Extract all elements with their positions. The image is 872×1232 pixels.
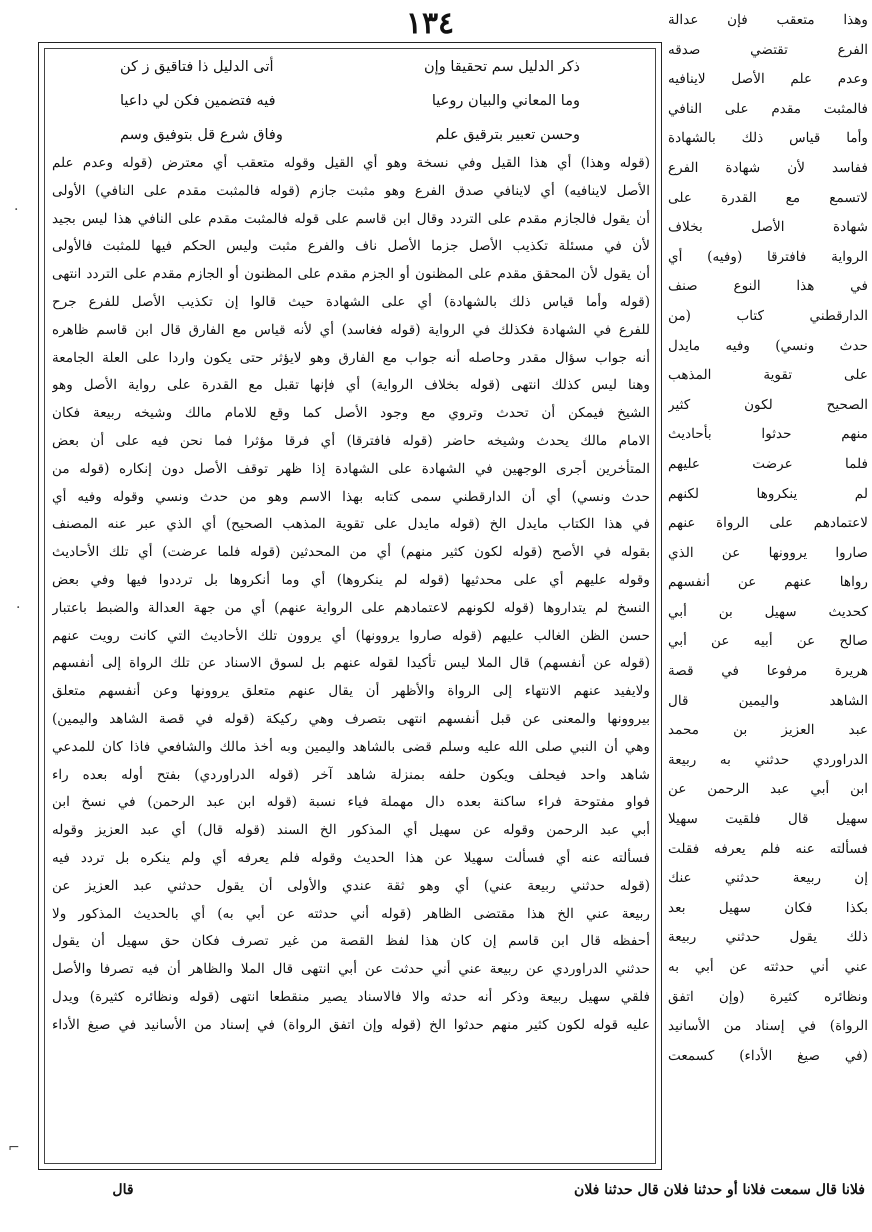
margin-line: منهم حدثوا بأحاديث [668,426,868,443]
commentary-line: في هذا الكتاب مايدل الخ (قوله مايدل على تقوية المذهب الصحيح) أي الذي عبر عنه المصنف [52,516,650,533]
commentary-line: النسخ لم يتداروها (قوله لكونهم لاعتمادهم على الرواية عنهم) أي من جهة العدالة والضبط باعتبار [52,599,650,616]
margin-line: وأما قياس ذلك بالشهادة [668,130,868,147]
commentary-line: حدث ونسي) أي أن الدارقطني سمى كتابه بهذا الاسم وهو من حدث ونسي وقوله وفيه أي [52,488,650,505]
margin-line: فالمثبت مقدم على النافي [668,100,868,117]
commentary-line: أن يقول فالجازم مقدم على التردد وقال ابن قاسم على قوله فالمثبت مقدم على النافي هذا ليس بجيد [52,210,650,227]
margin-line: بكذا فكان سهيل بعد [668,899,868,916]
commentary-line: المتأخرين أجرى الوجهين في الشهادة على الشهادة إذا ظهر توقف الأصل دون إنكاره (قوله من [52,460,650,477]
margin-line: ابن أبي عبد الرحمن عن [668,781,868,798]
margin-line: شهادة الأصل بخلاف [668,219,868,236]
poem-hemistich-left: وفاق شرع قل بتوفيق وسم [120,127,283,143]
commentary-line: أبي عبد الرحمن وقوله عن سهيل أي المذكور الخ السند (قوله قال) أي عبد العزيز وقوله [52,822,650,839]
commentary-line: الامام مالك يحدث وشيخه حاضر (قوله فافترقا) أي فرقا مؤثرا فما نحن فيه على أن بعض [52,432,650,449]
margin-line: الرواية فافترقا (وفيه) أي [668,248,868,265]
margin-line: ونظائره كثيرة (وإن اتفق [668,988,868,1005]
commentary-line: عليه قوله لكون كثير منهم حدثوا الخ (قوله وإن اتفق الرواة) في إسناد من الأسانيد في صيغ الأداء [52,1016,650,1033]
margin-line: الدراوردي حدثني به ربيعة [668,751,868,768]
poem-hemistich-left: أتى الدليل ذا فتاقيق ز كن [120,59,274,75]
margin-line: وعدم علم الأصل لاينافيه [668,71,868,88]
poem-hemistich-left: فيه فتضمين فكن لي داعيا [120,93,276,109]
margin-line: فسألته عنه فلم يعرفه فقلت [668,840,868,857]
commentary-line: لأن في مسئلة تكذيب الأصل جزما الأصل ناف والفرع مثبت وليس الحكم فيها للمثبت فالأولى [52,238,650,255]
margin-line: عني أني حدثته عن أبي به [668,959,868,975]
margin-line: سهيل قال فلقيت سهيلا [668,811,868,828]
catchword: قال [112,1182,134,1198]
margin-line: (في صيغ الأداء) كسمعت [668,1047,868,1064]
commentary-line: (قوله وأما قياس ذلك بالشهادة) أي على الشهادة حيث قالوا إن تكذيب الأصل للفرع جرح [52,293,650,310]
commentary-line: حسن الظن الغالب عليهم (قوله صاروا يروونها) أي يروون تلك الأحاديث التي كانت رويت عنهم [52,627,650,644]
commentary-line: الشيخ فيمكن أن تحدث وتروي مع وجود الأصل كما وقع للامام مالك وشيخه ربيعة فكان [52,405,650,422]
margin-line: رواها عنهم عن أنفسهم [668,574,868,591]
commentary-line: بقوله في الأصح (قوله لكون كثير منهم) أي من المحدثين (قوله فلما عرضت) أي تلك الأحاديث [52,544,650,561]
margin-line: صالح عن أبيه عن أبي [668,633,868,650]
commentary-line: وهي أن النبي صلى الله عليه وسلم قضى بالشاهد واليمين وبه أخذ مالك والشافعي فاذا كان للمدعي [52,738,650,755]
poem-hemistich-right: ذكر الدليل سم تحقيقا وإن [424,59,580,75]
margin-line: هريرة مرفوعا في قصة [668,663,868,680]
poem-verse [60,118,650,152]
margin-line: على تقوية المذهب [668,367,868,384]
page-number: ١٣٤ [405,6,455,41]
commentary-line: وهنا ليس كذلك انتهى (قوله بخلاف الرواية) أي فإنها تقبل مع القدرة على رواية الأصل وهو [52,377,650,394]
poem-hemistich-right: وما المعاني والبيان روعيا [431,93,580,109]
margin-line: صاروا يروونها عن الذي [668,544,868,561]
commentary-line: أحفظه قال ابن قاسم إن كان هذا لفظ القصة من غير تصرف فكان حق سهيل أن يقول [52,933,650,950]
commentary-line: (قوله حدثني ربيعة عني) أي وهو ثقة عندي والأولى أن يقول حدثني عبد العزيز عن [52,877,650,894]
margin-line: وهذا متعقب فإن عدالة [668,12,868,28]
commentary-line: فلقي سهيل ربيعة وذكر أنه حدثه والا فالاسناد يصير منقطعا انتهى (قوله ونظائره كثيرة) ويدل [52,988,650,1005]
commentary-line: للفرع في الشهادة فكذلك في الرواية (قوله فغاسد) أي لأنه قياس مع الفارق قال ابن قاسم ظاهره [52,321,650,338]
footer-line: فلانا قال سمعت فلانا أو حدثنا فلان قال حدثنا فلان [574,1182,865,1198]
margin-line: إن ربيعة حدثني عنك [668,870,868,887]
margin-line: لاعتمادهم على الرواة عنهم [668,515,868,532]
commentary-line: بيروونها والمعنى عن قبل أنفسهم انتهى بتصرف وهي ركيكة (قوله في قصة الشاهد واليمين) [52,710,650,727]
commentary-line: ربيعة عني الخ هذا مقتضى الظاهر (قوله أني حدثته عن أبي به) أي بالحديث المذكور ولا [52,905,650,922]
commentary-line: أنه جواب سؤال مقدر وحاصله أنه جواب مع الفارق وهو لايؤثر حتى يكون واردا على العلة الجامعة [52,349,650,366]
poem-block [60,50,650,152]
commentary-line: ولايفيد عنهم الانتهاء إلى الرواة والأظهر أن يقال عنهم متعلق يروونها وعن أنفسهم متعلق [52,683,650,700]
margin-line: الدارقطني كتاب (من [668,307,868,324]
commentary-line: أن يقول لأن المحقق مقدم على المظنون أو الجزم مقدم على المظنون أو الجازم مقدم على التردد انتهى [52,266,650,283]
margin-line: ففاسد لأن شهادة الفرع [668,159,868,176]
commentary-line: فواو مفتوحة فراء ساكنة بعده دال مهملة فياء نسبة (قوله ابن عبد الرحمن) في نسخ ابن [52,794,650,811]
commentary-line: الأصل لاينافيه) أي لاينافي صدق الفرع وهو مثبت جازم (قوله فالمثبت مقدم على النافي) الأولى [52,182,650,199]
margin-line: ذلك يقول حدثني ربيعة [668,929,868,946]
edge-mark: · [14,202,19,218]
margin-line: فلما عرضت عليهم [668,455,868,472]
margin-line: الرواة) في إسناد من الأسانيد [668,1018,868,1035]
margin-line: الصحيح لكون كثير [668,396,868,413]
commentary-line: (قوله عن أنفسهم) قال الملا ليس تأكيدا لقوله عنهم بل لسوق الاسناد عن تلك الرواة إلى أنفسهم [52,655,650,672]
commentary-line: حدثني الدراوردي عن ربيعة عني أني حدثت عن أبي انتهى قال الملا والظاهر أن فيه تصرفا والأصل [52,961,650,978]
margin-line: حدث ونسي) وفيه مايدل [668,337,868,354]
margin-line: كحديث سهيل بن أبي [668,603,868,620]
margin-line: عبد العزيز بن محمد [668,722,868,739]
commentary-line: شاهد واحد فيحلف ويكون حلفه بمنزلة شاهد آخر (قوله الدراوردي) بفتح أوله بعده راء [52,766,650,783]
edge-mark: ⌐ [8,1140,20,1156]
commentary-line: فسألته عنه أي فسألت سهيلا عن هذا الحديث وقوله فلم يعرفه أي ولم ينكره بل تردد فيه [52,849,650,866]
commentary-line: وقوله عليهم أي على محدثيها (قوله لم ينكروها) أي وما أنكروها بل ترددوا فيها وفي بعض [52,571,650,588]
margin-line: لاتسمع مع القدرة على [668,189,868,206]
margin-text [668,6,868,1166]
margin-line: لم ينكروها لكنهم [668,485,868,502]
margin-line: في هذا النوع صنف [668,278,868,295]
poem-verse [60,84,650,118]
margin-line: الشاهد واليمين قال [668,692,868,709]
edge-mark: · [16,600,21,616]
commentary-body [52,150,650,1160]
margin-line: الفرع تقتضي صدقه [668,41,868,58]
poem-hemistich-right: وحسن تعبير بترقيق علم [435,127,580,143]
poem-verse [60,50,650,84]
commentary-line: (قوله وهذا) أي هذا القيل وفي نسخة وهو أي القيل وقوله متعقب أي معترض (قوله وعدم علم [52,155,650,171]
